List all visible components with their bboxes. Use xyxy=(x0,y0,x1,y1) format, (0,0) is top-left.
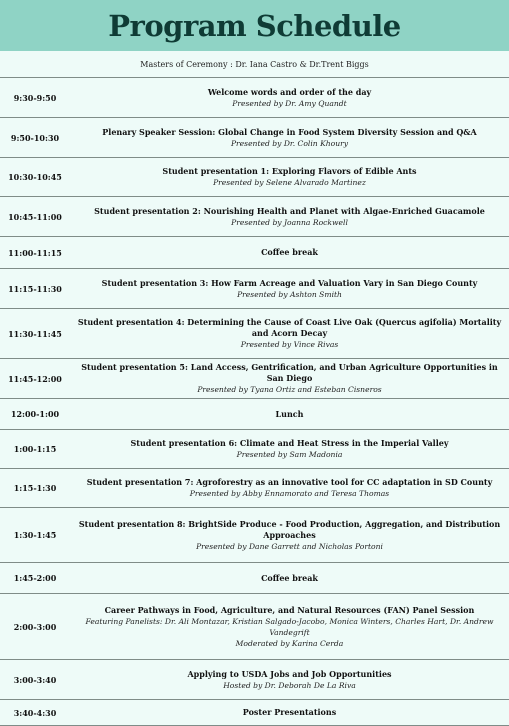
row-content xyxy=(70,197,509,236)
row-time: 11:45-12:00 xyxy=(8,373,62,384)
session-title: Student presentation 8: BrightSide Produce - Food Production, Aggregation, and Distribution Approaches xyxy=(78,518,501,540)
schedule-row xyxy=(0,508,509,563)
session-presenter: Presented by Selene Alvarado Martinez xyxy=(213,178,366,187)
session-presenter: Presented by Joanna Rockwell xyxy=(231,217,348,227)
session-title: Welcome words and order of the day xyxy=(207,86,372,97)
row-content xyxy=(70,700,509,725)
session-presenter: Presented by Tyana Ortiz and Esteban Cisneros xyxy=(197,385,382,394)
row-content xyxy=(70,78,509,117)
session-title: Plenary Speaker Session: Global Change in Food System Diversity Session and Q&A xyxy=(102,126,477,137)
row-time: 3:40-4:30 xyxy=(13,707,57,718)
row-time: 9:30-9:50 xyxy=(13,92,57,103)
header-banner xyxy=(0,0,509,51)
session-title: Coffee break xyxy=(261,572,318,583)
session-presenter: Presented by Vince Rivas xyxy=(240,340,339,349)
row-time: 1:00-1:15 xyxy=(13,444,57,454)
row-time: 10:30-10:45 xyxy=(8,172,62,182)
masters-of-ceremony: Masters of Ceremony : Dr. Iana Castro & Dr.Trent Biggs xyxy=(0,51,509,78)
row-time: 3:00-3:40 xyxy=(13,674,57,685)
session-presenter: Featuring Panelists: Dr. Ali Montazar, Kristian Salgado-Jacobo, Monica Winters, Charles Hart, Dr. Andrew Vandegrift xyxy=(85,616,494,637)
session-title: Student presentation 7: Agroforestry as an innovative tool for CC adaptation in SD County xyxy=(86,477,493,487)
session-title: Student presentation 4: Determining the Cause of Coast Live Oak (Quercus agifolia) Mortality and Acorn Decay xyxy=(77,317,502,338)
row-time: 12:00-1:00 xyxy=(10,409,60,419)
schedule-row xyxy=(0,469,509,508)
schedule-row xyxy=(0,197,509,237)
session-title: Student presentation 6: Climate and Heat Stress in the Imperial Valley xyxy=(130,438,449,448)
page-title: Program Schedule xyxy=(108,8,401,43)
row-time: 2:00-3:00 xyxy=(13,621,57,632)
schedule-row xyxy=(0,660,509,700)
session-title: Poster Presentations xyxy=(242,707,337,717)
row-content xyxy=(70,563,509,593)
row-time: 10:45-11:00 xyxy=(8,211,62,222)
session-title: Student presentation 1: Exploring Flavors of Edible Ants xyxy=(162,166,417,176)
row-content xyxy=(70,430,509,468)
schedule-row xyxy=(0,269,509,309)
row-content xyxy=(70,469,509,507)
schedule-row xyxy=(0,309,509,359)
session-presenter: Presented by Sam Madonia xyxy=(236,450,343,459)
session-presenter: Presented by Dr. Colin Khoury xyxy=(230,138,349,148)
schedule-row xyxy=(0,78,509,118)
schedule-row xyxy=(0,594,509,660)
row-time: 1:45-2:00 xyxy=(13,573,57,583)
schedule-row xyxy=(0,430,509,469)
row-time: 11:00-11:15 xyxy=(8,247,62,258)
schedule-row xyxy=(0,118,509,158)
session-title: Lunch xyxy=(275,408,304,419)
row-content xyxy=(70,158,509,196)
row-content xyxy=(70,309,509,358)
schedule-table xyxy=(0,78,509,726)
row-time: 11:30-11:45 xyxy=(8,328,62,339)
row-content xyxy=(70,660,509,699)
session-presenter: Presented by Dane Garrett and Nicholas Portoni xyxy=(196,541,383,551)
session-title: Student presentation 5: Land Access, Gentrification, and Urban Agriculture Opportunities in San Diego xyxy=(81,362,498,383)
row-content xyxy=(70,118,509,157)
session-title: Student presentation 2: Nourishing Health and Planet with Algae-Enriched Guacamole xyxy=(94,205,485,216)
row-content xyxy=(70,359,509,398)
row-content xyxy=(70,594,509,659)
row-content xyxy=(70,399,509,429)
session-title: Coffee break xyxy=(261,247,318,257)
row-time: 9:50-10:30 xyxy=(10,132,60,143)
session-title: Applying to USDA Jobs and Job Opportunities xyxy=(187,668,392,679)
session-presenter: Presented by Dr. Amy Quandt xyxy=(232,98,347,108)
row-time: 1:30-1:45 xyxy=(13,530,57,540)
row-content xyxy=(70,237,509,268)
row-content xyxy=(70,508,509,562)
schedule-row xyxy=(0,563,509,594)
session-presenter: Presented by Abby Ennamorato and Teresa Thomas xyxy=(189,489,390,498)
session-presenter: Hosted by Dr. Deborah De La Riva xyxy=(223,680,356,690)
row-time: 11:15-11:30 xyxy=(8,283,62,294)
row-content xyxy=(70,269,509,308)
session-title: Student presentation 3: How Farm Acreage and Valuation Vary in San Diego County xyxy=(101,277,478,288)
schedule-row xyxy=(0,237,509,269)
schedule-row xyxy=(0,700,509,726)
schedule-row xyxy=(0,158,509,197)
session-title: Career Pathways in Food, Agriculture, and Natural Resources (FAN) Panel Session xyxy=(104,604,475,615)
session-presenter: Moderated by Karina Cerda xyxy=(235,638,344,648)
row-time: 1:15-1:30 xyxy=(13,483,57,493)
schedule-row xyxy=(0,359,509,399)
schedule-row xyxy=(0,399,509,430)
session-presenter: Presented by Ashton Smith xyxy=(237,289,342,299)
